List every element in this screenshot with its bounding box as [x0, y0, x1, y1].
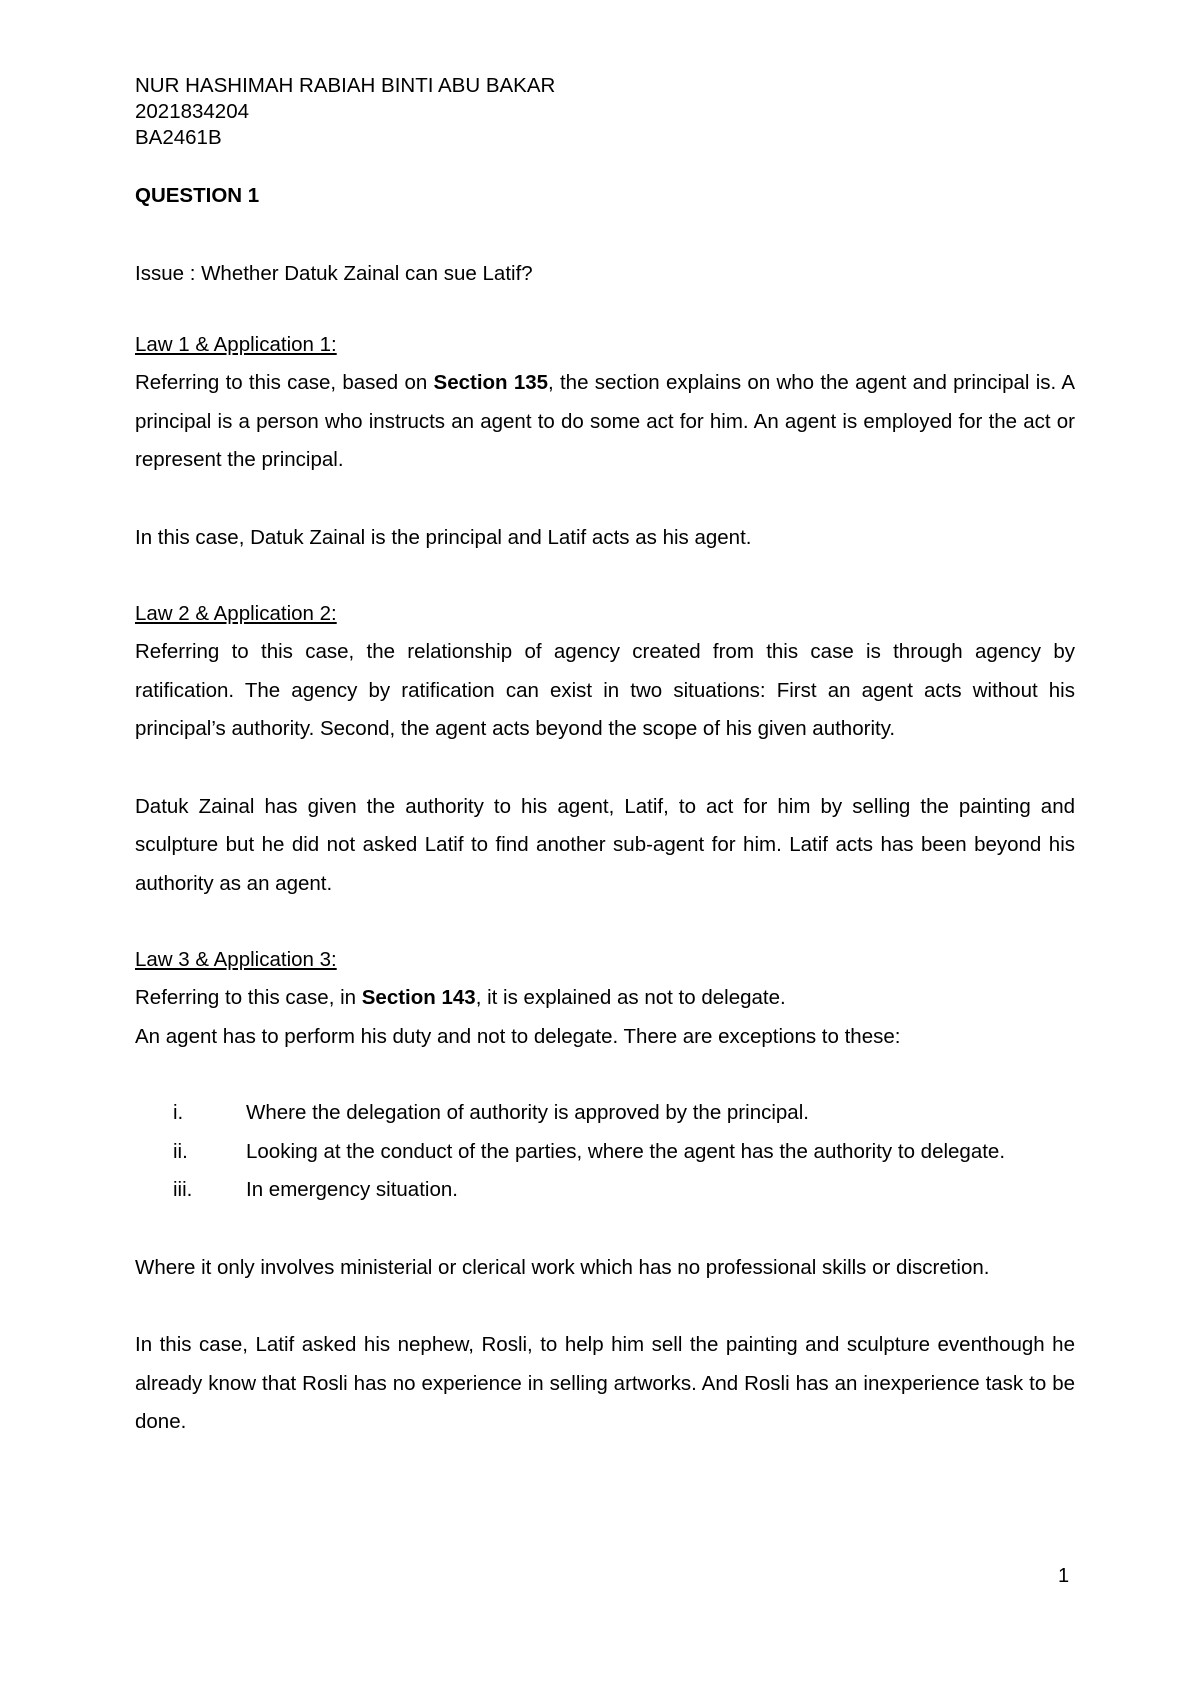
law1-para-text-post: , the section explains on who the agent and principal is. A principal is a person who instructs an agent to do some act for him. An agent is employed for the act or represent the principal.	[135, 371, 1076, 471]
exceptions-list	[135, 1094, 1075, 1210]
law3-para-text-pre: Referring to this case, in	[135, 986, 362, 1009]
list-item	[135, 1171, 1075, 1210]
list-marker: ii.	[173, 1139, 188, 1163]
list-item-text: Where the delegation of authority is approved by the principal.	[246, 1101, 809, 1124]
law2-heading: Law 2 & Application 2:	[135, 602, 337, 625]
student-id: 2021834204	[135, 100, 250, 123]
law1-heading: Law 1 & Application 1:	[135, 333, 337, 356]
law3-exceptions-intro: An agent has to perform his duty and not to delegate. There are exceptions to these:	[135, 1024, 901, 1048]
list-item	[135, 1133, 1075, 1172]
law3-paragraph	[135, 979, 1075, 1018]
law1-application: In this case, Datuk Zainal is the principal and Latif acts as his agent.	[135, 525, 752, 549]
list-marker: iii.	[173, 1178, 193, 1201]
law1-para-text-pre: Referring to this case, based on	[135, 371, 434, 394]
law2-paragraph: Referring to this case, the relationship of agency created from this case is through agency by ratification. The agency by ratification can exist in two situations: First an agent acts without his principal’s authority. Second, the agent acts beyond the scope of his given authority.	[135, 640, 1075, 740]
section-143-reference: Section 143	[361, 986, 476, 1009]
student-name: NUR HASHIMAH RABIAH BINTI ABU BAKAR	[135, 74, 556, 97]
law1-paragraph	[135, 364, 1075, 480]
list-item-text: In emergency situation.	[246, 1178, 458, 1201]
law3-para-text-post: , it is explained as not to delegate.	[475, 986, 786, 1009]
question-title: QUESTION 1	[135, 184, 260, 207]
issue-statement: Issue : Whether Datuk Zainal can sue Latif?	[135, 262, 533, 285]
law2-application: Datuk Zainal has given the authority to his agent, Latif, to act for him by selling the painting and sculpture but he did not asked Latif to find another sub-agent for him. Latif acts has been beyond his authority as an agent.	[135, 794, 1075, 895]
page-content	[135, 73, 1075, 1442]
law3-application: In this case, Latif asked his nephew, Rosli, to help him sell the painting and sculpture eventhough he already know that Rosli has no experience in selling artworks. And Rosli has an inexperience task to be done.	[135, 1333, 1075, 1433]
law3-ministerial-note: Where it only involves ministerial or clerical work which has no professional skills or discretion.	[135, 1255, 990, 1279]
list-item-text: Looking at the conduct of the parties, where the agent has the authority to delegate.	[246, 1139, 1006, 1163]
list-item	[135, 1094, 1075, 1133]
law3-heading: Law 3 & Application 3:	[135, 948, 337, 971]
section-135-reference: Section 135	[433, 371, 549, 394]
class-code: BA2461B	[135, 126, 222, 149]
list-marker: i.	[173, 1101, 184, 1124]
page-number: 1	[1058, 1565, 1070, 1587]
